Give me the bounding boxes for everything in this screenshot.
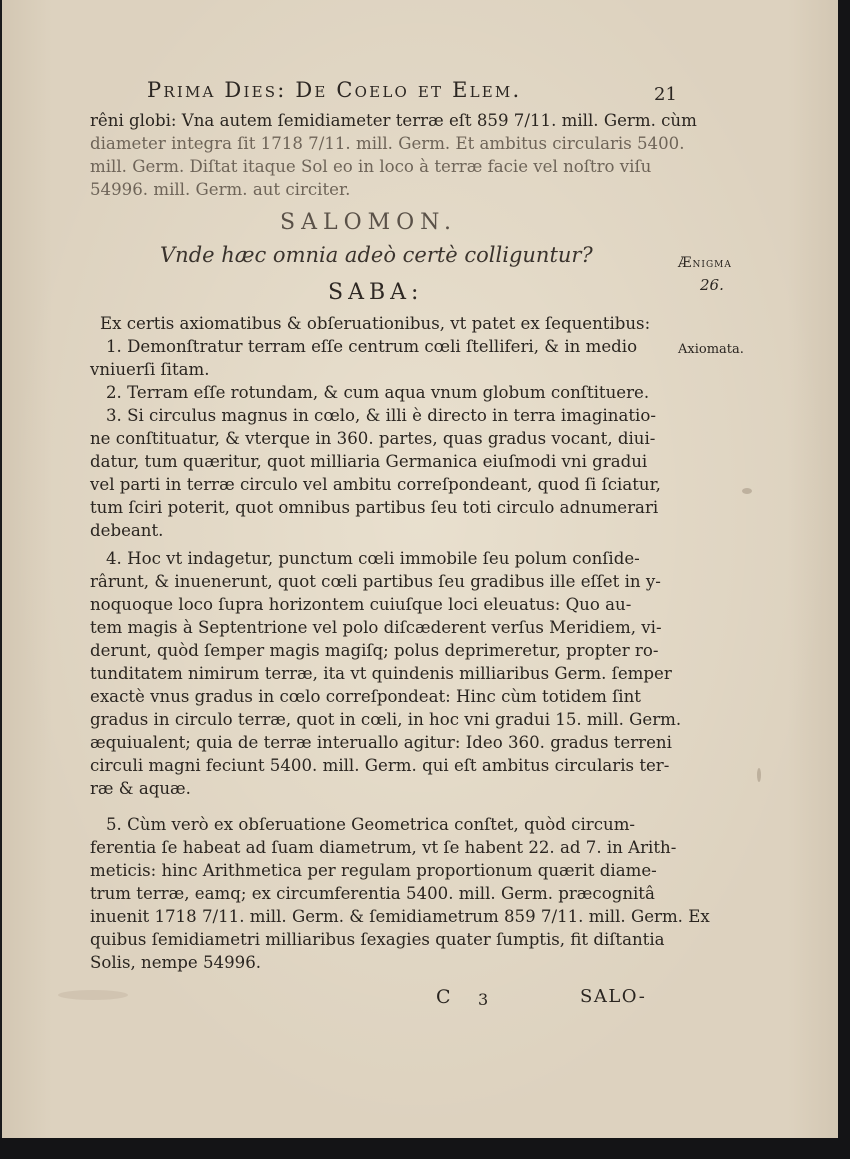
text-line: Solis, nempe 54996.: [90, 953, 262, 972]
text-line: circuli magni feciunt 5400. mill. Germ. qui eſt ambitus circularis ter-: [90, 756, 670, 775]
text-line: 4. Hoc vt indagetur, punctum cœli immobile ſeu polum conſide-: [106, 549, 640, 568]
text-line: quibus ſemidiametri milliaribus ſexagies quater ſumptis, fit diſtantia: [90, 930, 665, 949]
running-head: Prima Dies: De Coelo et Elem.: [147, 78, 522, 102]
text-line: ferentia ſe habeat ad ſuam diametrum, vt ſe habent 22. ad 7. in Arith-: [90, 838, 677, 857]
text-line: gradus in circulo terræ, quot in cœli, in hoc vni gradui 15. mill. Germ.: [90, 710, 682, 729]
text-line: derunt, quòd ſemper magis magiſq; polus deprimeretur, propter ro-: [90, 641, 659, 660]
text-line: exactè vnus gradus in cœlo correſpondeat: Hinc cùm totidem ſint: [90, 687, 641, 706]
question-line: Vnde hæc omnia adeò certè colliguntur?: [160, 243, 593, 267]
text-line: meticis: hinc Arithmetica per regulam proportionum quærit diame-: [90, 861, 657, 880]
text-line: rêni globi: Vna autem ſemidiameter terræ eſt 859 7/11. mill. Germ. cùm: [90, 111, 697, 130]
text-line: tunditatem nimirum terræ, ita vt quindenis milliaribus Germ. ſemper: [90, 664, 672, 683]
ink-smudge: [757, 768, 761, 782]
page-number: 21: [654, 84, 677, 105]
text-line: 2. Terram eſſe rotundam, & cum aqua vnum globum conſtituere.: [106, 383, 650, 402]
text-line: 3. Si circulus magnus in cœlo, & illi è directo in terra imaginatio-: [106, 406, 656, 425]
text-line: tem magis à Septentrione vel polo diſcæderent verſus Meridiem, vi-: [90, 618, 662, 637]
ink-smudge: [742, 488, 752, 494]
bottom-edge-shadow: [0, 1138, 850, 1159]
text-line: datur, tum quæritur, quot milliaria Germanica eiuſmodi vni gradui: [90, 452, 648, 471]
speaker-salomon: SALOMON.: [280, 210, 458, 235]
text-line: æquiualent; quia de terræ interuallo agitur: Ideo 360. gradus terreni: [90, 733, 672, 752]
text-line: vel parti in terræ circulo vel ambitu correſpondeant, quod ſi ſciatur,: [90, 475, 661, 494]
margin-note-axiomata: Axiomata.: [678, 342, 744, 357]
text-line: mill. Germ. Diſtat itaque Sol eo in loco à terræ facie vel noſtro viſu: [90, 157, 652, 176]
text-line: ne conſtituatur, & vterque in 360. partes, quas gradus vocant, diui-: [90, 429, 656, 448]
text-line: diameter integra ſit 1718 7/11. mill. Germ. Et ambitus circularis 5400.: [90, 134, 685, 153]
text-line: trum terræ, eamq; ex circumferentia 5400. mill. Germ. præcognitâ: [90, 884, 655, 903]
text-line: 1. Demonſtratur terram eſſe centrum cœli ſtelliferi, & in medio: [106, 337, 638, 356]
show-through-mark: [58, 990, 128, 1000]
text-line: 5. Cùm verò ex obſeruatione Geometrica conſtet, quòd circum-: [106, 815, 636, 834]
intro-line: Ex certis axiomatibus & obſeruationibus, vt patet ex ſequentibus:: [100, 314, 651, 333]
margin-note-aenigma-number: 26.: [700, 276, 724, 294]
text-line: ræ & aquæ.: [90, 779, 191, 798]
signature-number: 3: [478, 990, 489, 1009]
text-line: vniuerſi ſitam.: [90, 360, 210, 379]
text-line: rârunt, & inuenerunt, quot cœli partibus ſeu gradibus ille eſſet in y-: [90, 572, 661, 591]
margin-note-aenigma: Ænigma: [678, 255, 732, 271]
text-line: inuenit 1718 7/11. mill. Germ. & ſemidiametrum 859 7/11. mill. Germ. Ex: [90, 907, 710, 926]
right-edge-shadow: [838, 0, 850, 1159]
text-line: debeant.: [90, 521, 164, 540]
text-line: noquoque loco ſupra horizontem cuiuſque loci eleuatus: Quo au-: [90, 595, 632, 614]
book-page: [2, 0, 838, 1138]
signature-letter: C: [436, 986, 451, 1008]
text-line: 54996. mill. Germ. aut circiter.: [90, 180, 351, 199]
speaker-saba: SABA:: [328, 280, 424, 305]
text-line: tum ſciri poterit, quot omnibus partibus ſeu toti circulo adnumerari: [90, 498, 659, 517]
catchword: SALO-: [580, 986, 647, 1007]
